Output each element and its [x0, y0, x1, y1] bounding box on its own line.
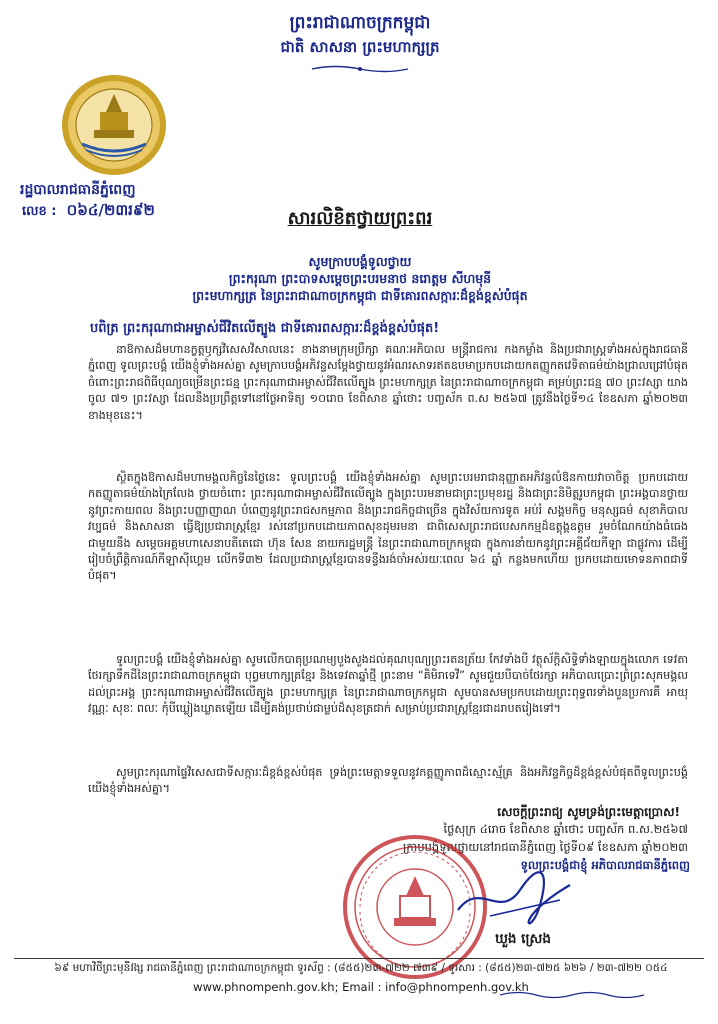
- salutation: បពិត្រ ព្រះករុណាជាអម្ចាស់ជីវិតលើត្បូង ជាទីគោរពសក្ការៈដ៏ខ្ពង់ខ្ពស់បំផុត!: [90, 321, 440, 336]
- paragraph-4: [88, 765, 688, 805]
- footer-address: ៦៩ មហាវិថីព្រះមុនីវង្ស រាជធានីភ្នំពេញ ព្រះរាជាណាចក្រកម្ពុជា ទូរស័ព្ទ : (៨៥៥)២៣-៧២២ ៧៣៩ / ទូរសារ : (៨៥៥)២៣-៧២៥ ៦២៦ / ២៣-៧២២ ០៥៤: [54, 962, 668, 974]
- motto-header: ជាតិ សាសនា ព្រះមហាក្សត្រ: [280, 38, 440, 56]
- paragraph-4-text: សូមព្រះករុណាផ្ទៃវិសេសជាទីសក្ការៈដ៏ខ្ពង់ខ្ពស់បំផុត ទ្រង់ព្រះមេត្តាទទួលនូវកត្តញ្ញូភាពដ៏ស្មោះស្ម័គ្រ និងអភិវន្ទកិច្ចដ៏ខ្ពង់ខ្ពស់បំផុតពីទូលព្រះបង្គំ យើងខ្ញុំទាំងអស់គ្នា។: [88, 766, 688, 796]
- footer-web-email: www.phnompenh.gov.kh; Email : info@phnompenh.gov.kh: [193, 980, 529, 994]
- footer-divider: [14, 958, 704, 959]
- handwritten-signature: [450, 860, 580, 930]
- signer-name: ឃួង ស្រេង: [495, 931, 551, 947]
- lunar-date: ថ្ងៃសុក្រ ៤រោច ខែពិសាខ ឆ្នាំថោះ បញ្ចស័ក ព.ស.២៥៦៧: [443, 822, 688, 836]
- footer-wave-ornament: [500, 990, 650, 1000]
- gregorian-date: ក្រាបបង្គំទូលថ្វាយនៅរាជធានីភ្នំពេញ ថ្ងៃទី០៩ ខែឧសភា ឆ្នាំ២០២៣: [402, 840, 688, 854]
- paragraph-1-text: នាឱកាសដ៏មហានក្ខត្តឫក្សវិសេសវិសាលនេះ ខាងនាមក្រុមប្រឹក្សា គណៈអភិបាល មន្ត្រីរាជការ កងកម្លាំង និងប្រជារាស្ត្រទាំងអស់ក្នុងរាជធានីភ្នំពេញ ទូលព្រះបង្គំ យើងខ្ញុំទាំងអស់គ្នា សូមក្រាបបង្គំអភិវន្ទសម្តែងថ្វាយនូវអំណរសាទរឥតឧបមាប្រកបដោយកតញ្ញូកតវេទិតាធម៌យ៉ាងជ្រាលជ្រៅបំផុត ចំពោះព្រះរាជពិធីបុណ្យចម្រើនព្រះជន្ម ព្រះករុណាជាអម្ចាស់ជីវិតលើត្បូង ព្រះមហាក្សត្រ នៃព្រះរាជាណាចក្រកម្ពុជា គម្រប់ព្រះជន្ម ៧០ ព្រះវស្សា យាងចូល ៧១ ព្រះវស្សា ដែលនឹងប្រព្រឹត្តទៅនៅថ្ងៃអាទិត្យ ១០រោច ខែពិសាខ ឆ្នាំថោះ បញ្ចស័ក ព.ស ២៥៦៧ ត្រូវនឹងថ្ងៃទី១៤ ខែឧសភា ឆ្នាំ២០២៣ ខាងមុខនេះ។: [88, 343, 688, 422]
- closing-phrase: សេចក្តីព្រះរាជ្យ សូមទ្រង់ព្រះមេត្តាប្រោស!: [497, 805, 680, 819]
- kingdom-header: ព្រះរាជាណាចក្រកម្ពុជា: [289, 13, 431, 33]
- paragraph-1: [88, 342, 688, 470]
- signer-role: ទូលព្រះបង្គំជាខ្ញុំ អភិបាលរាជធានីភ្នំពេញ: [520, 858, 690, 872]
- paragraph-2-text: ស្ថិតក្នុងឱកាសដ៏មហាមង្គលកិច្ចនៃថ្ងៃនេះ ទូលព្រះបង្គំ យើងខ្ញុំទាំងអស់គ្នា សូមព្រះបរមរាជានុញ្ញាតអភិវន្ទលំឱនកាយវាចាចិត្ត ប្រកបដោយកតញ្ញូតាធម៌យ៉ាងក្រៃលែង ថ្វាយចំពោះ ព្រះករុណាជាអម្ចាស់ជីវិតលើត្បូង ក្នុងព្រះបរមនាមជាព្រះប្រមុខរដ្ឋ និងជាព្រះនិមិត្តរូបកម្ពុជា ព្រះអង្គបានថ្វាយនូវព្រះកាយពល និងព្រះបញ្ញាញាណ បំពេញនូវព្រះរាជសកម្មភាព និងព្រះរាជកិច្ចជាច្រើន ក្នុងវិស័យការទូត អប់រំ សង្គមកិច្ច មនុស្សធម៌ សុខាភិបាល វប្បធម៌ និងសាសនា ធ្វើឱ្យប្រជារាស្ត្រខ្មែរ រស់នៅប្រកបដោយភាពសុខដុមរមនា ជាពិសេសព្រះរាជបេសកកម្មដ៏ឧត្តុង្គឧត្តម រួមចំណែកយ៉ាងធំធេងជាមួយនឹង សម្តេចអគ្គមហាសេនាបតីតេជោ ហ៊ុន សែន នាយករដ្ឋមន្ត្រី នៃព្រះរាជាណាចក្រកម្ពុជា ក្នុងការនាំយកនូវព្រះអគ្គីជ័យកីឡា ជាផ្លូវការ ដើម្បីរៀបចំព្រឹត្តិការណ៍កីឡាស៊ីហ្គេម លើកទី៣២ ដែលប្រជារាស្ត្រខ្មែរបានទន្ទឹងរង់ចាំអស់រយៈពេល ៦៤ ឆ្នាំ កន្លងមកហើយ ប្រកបដោយមោទនភាពជាទីបំផុត។: [88, 471, 688, 583]
- addressee-line-2: ព្រះករុណា ព្រះបាទសម្តេចព្រះបរមនាថ នរោត្តម សីហមុនី: [228, 271, 492, 286]
- reference-line: [22, 201, 155, 223]
- paragraph-3-text: ទូលព្រះបង្គំ យើងខ្ញុំទាំងអស់គ្នា សូមលើកបាតុប្រណម្យបួងសួងដល់គុណបុណ្យព្រះរតនត្រ័យ កែវទាំងបី វត្ថុស័ក្តិសិទ្ធិទាំងឡាយក្នុងលោក ទេវតាថែរក្សាទឹកដីនៃព្រះរាជាណាចក្រកម្ពុជា បុព្វមហាក្សត្រខ្មែរ និងទេវតាឆ្នាំថ្មី ព្រះនាម “គិមិរាទេវី” សូមជួយបីបាច់ថែរក្សា អភិបាលប្រោះព្រំព្រះសុភមង្គលដល់ព្រះអង្គ ព្រះករុណាជាអម្ចាស់ជីវិតលើត្បូង ព្រះមហាក្សត្រ នៃព្រះរាជាណាចក្រកម្ពុជា សូមបានសមប្រកបដោយព្រះពុទ្ធពរទាំងបួនប្រការគឺ អាយុ វណ្ណៈ សុខៈ ពលៈ កុំបីឃ្លៀងឃ្លាតឡើយ ដើម្បីគង់ប្រថាប់ជាម្លប់ដ៏សុខត្រជាក់ សម្រាប់ប្រជារាស្ត្រខ្មែរជាដរាបតរៀងទៅ។: [88, 653, 688, 716]
- reference-number: ០៦៤/២៣រ៩២: [66, 201, 155, 219]
- addressee-line-3: ព្រះមហាក្សត្រ នៃព្រះរាជាណាចក្រកម្ពុជា ជាទីគោរពសក្ការៈដ៏ខ្ពង់ខ្ពស់បំផុត: [192, 288, 528, 303]
- paragraph-2: [88, 470, 688, 650]
- paragraph-3: [88, 652, 688, 764]
- phnom-penh-seal-logo: [58, 72, 170, 178]
- municipality-name: រដ្ឋបាលរាជធានីភ្នំពេញ: [20, 182, 136, 198]
- reference-label: លេខ :: [22, 204, 57, 219]
- addressee-line-1: សូមក្រាបបង្គំទូលថ្វាយ: [308, 254, 412, 269]
- document-title: សារលិខិតថ្វាយព្រះពរ: [287, 208, 433, 229]
- header-ornament: [310, 64, 410, 74]
